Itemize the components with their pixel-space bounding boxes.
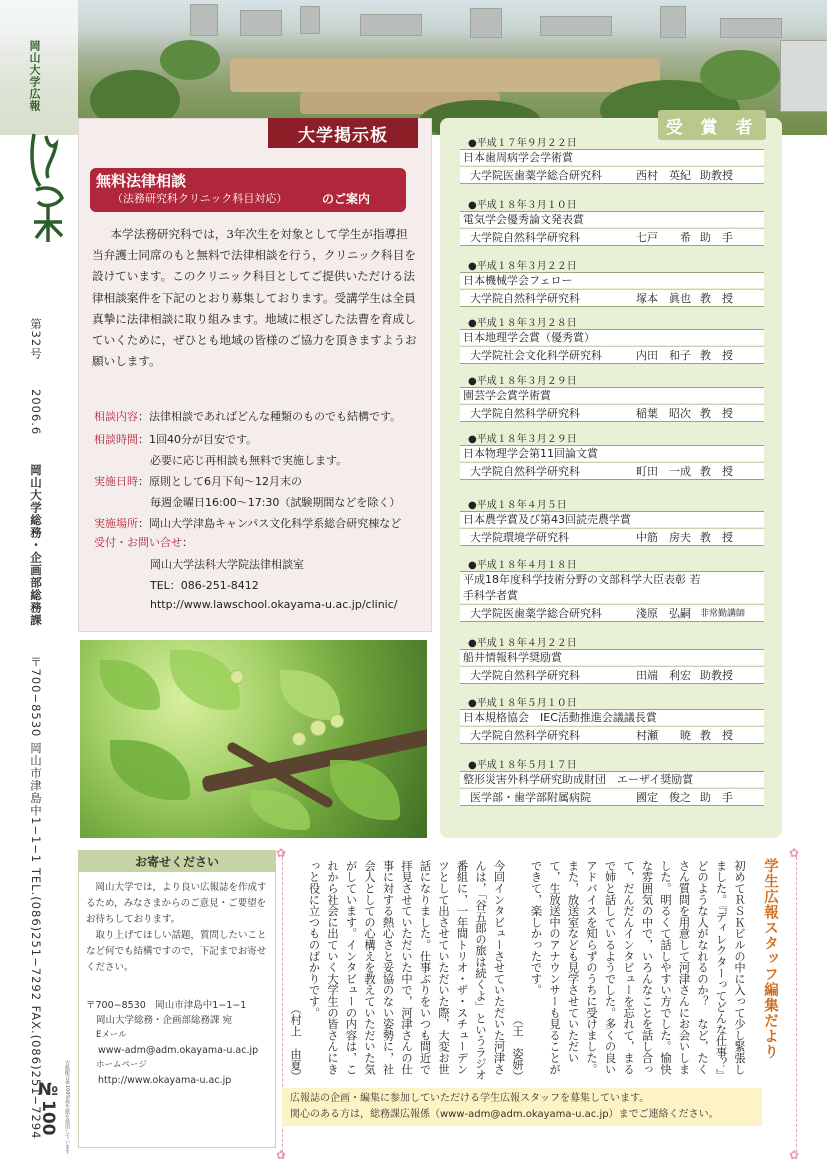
award-recipient-name: 中筋 房夫 [636, 531, 691, 544]
email-label: Eメール [96, 1030, 127, 1040]
award-recipient-name: 塚本 眞也 [636, 292, 691, 305]
homepage-link[interactable]: http://www.okayama-u.ac.jp [98, 1075, 232, 1086]
award-prize: 日本物理学会第11回論文賞 [460, 445, 764, 461]
detail-line: 毎週金曜日16:00〜17:30（試験期間などを除く） [150, 496, 401, 509]
award-date: ●平成１８年３月２２日 [468, 261, 577, 272]
staff-text-1: 初めてＲＳＫビルの中に入って少し緊張しました。『ディレクターってどんな仕事？』どのような人がなれるのか？ など，たくさん質問を用意して河津さんにお会いしました。明るくて話しやすい方でした。愉快な雰囲気の中で，いろんなことを話し合って，だんだんインタビューを忘れて，まるで姉と話しているようでした。多くの良いアドバイスを知らずのうちに受けました。また，放送室なども見学させていただいて，生放送中のアナウンサーも見ることができて，楽しかったです。 [529, 860, 746, 1081]
award-position: 助教授 [700, 169, 733, 182]
award-date: ●平成１８年３月２８日 [468, 318, 577, 329]
award-recipient-row [460, 726, 764, 744]
consult-intro: 本学法務研究科では，3年次生を対象として学生が指導担当弁護士同席のもと無料で法律相談を行う，クリニック科目を設けています。このクリニック科目としてご提供いただける法律相談案件を下記のとおり募集しております。受講学生は全員真摯に法律相談に取り組みます。地域に根ざした法曹を育成していくために，ぜひとも地域の皆様のご協力を頂きますようお願いします。 [92, 227, 417, 369]
issue-date: 2006.6 [29, 388, 43, 436]
recruit-line-2: 関心のある方は，総務課広報係（www-adm@adm.okayama-u.ac.jp）までご連絡ください。 [290, 1109, 719, 1120]
award-recipient-row [460, 666, 764, 684]
award-department: 大学院自然科学研究科 [470, 669, 580, 682]
award-prize: 平成18年度科学技術分野の文部科学大臣表彰 若手科学者賞 [460, 571, 764, 603]
issue-number: 第32号 [29, 318, 43, 360]
award-date: ●平成１８年４月２２日 [468, 638, 577, 649]
detail-line: 岡山大学法科大学院法律相談室 [150, 558, 304, 571]
award-date: ●平成１８年３月２９日 [468, 376, 577, 387]
award-recipient-row [460, 404, 764, 422]
award-recipient-name: 國定 俊之 [636, 791, 691, 804]
award-department: 大学院自然科学研究科 [470, 292, 580, 305]
publisher-address: 〒700−8530 岡山市津島中1−1−1 TEL.(086)251−7292 FAX.(086)251−7294 [29, 655, 43, 1140]
award-recipient-name: 村瀬 暁 [636, 729, 691, 742]
award-date: ●平成１８年３月１０日 [468, 200, 577, 211]
detail-line: 相談内容：法律相談であればどんな種類のものでも結構です。 [94, 410, 402, 423]
letters-contact [86, 998, 270, 1088]
magazine-logo [26, 126, 70, 246]
ginkgo-photo [80, 640, 427, 838]
issue-info [28, 318, 44, 1151]
recruit-notice [282, 1088, 762, 1126]
awards-title: 受 賞 者 [658, 110, 766, 140]
award-department: 大学院医歯薬学総合研究科 [470, 607, 602, 620]
award-prize: 整形災害外科学研究助成財団 エーザイ奨励賞 [460, 771, 764, 787]
recruit-line-1: 広報誌の企画・編集に参加していただける学生広報スタッフを募集しています。 [290, 1093, 650, 1104]
letters-address: 〒700−8530 岡山市津島中1−1−1 [86, 1000, 247, 1011]
detail-line: 必要に応じ再相談も無料で実施します。 [150, 454, 348, 467]
staff-signature-2: （村上 由夏） [289, 1002, 302, 1082]
award-recipient-row [460, 346, 764, 364]
flower-icon: ✿ [276, 846, 287, 860]
award-date: ●平成１８年４月５日 [468, 500, 567, 511]
award-recipient-name: 内田 和子 [636, 349, 691, 362]
award-prize: 日本機械学会フェロー [460, 272, 764, 288]
award-department: 大学院医歯薬学総合研究科 [470, 169, 602, 182]
flower-icon: ✿ [276, 1148, 287, 1162]
award-position: 教 授 [700, 407, 733, 420]
award-department: 大学院自然科学研究科 [470, 465, 580, 478]
award-date: ●平成１８年５月１０日 [468, 698, 577, 709]
award-recipient-row [460, 289, 764, 307]
award-recipient-row [460, 462, 764, 480]
consult-title: 無料法律相談 [96, 172, 187, 190]
flower-icon: ✿ [789, 846, 800, 860]
award-position: 助 手 [700, 791, 733, 804]
award-prize: 日本地理学会賞（優秀賞） [460, 329, 764, 345]
letters-body: 岡山大学では，より良い広報誌を作成するため，みなさまからのご意見・ご要望をお待ちしております。 取り上げてほしい話題，質問したいことなど何でも結構ですので，下記までお寄せください。 [86, 882, 267, 973]
staff-signature-1: （王 姿妍） [511, 1014, 524, 1082]
detail-line: 実施日時：原則として6月下旬〜12月末の [94, 475, 302, 488]
award-position: 非常勤講師 [700, 609, 746, 619]
award-recipient-name: 七戸 希 [636, 231, 691, 244]
award-department: 医学部・歯学部附属病院 [470, 791, 591, 804]
award-prize: 日本規格協会 IEC活動推進会議議長賞 [460, 709, 764, 725]
award-department: 大学院社会文化科学研究科 [470, 349, 602, 362]
award-recipient-row [460, 166, 764, 184]
email-address[interactable]: www-adm@adm.okayama-u.ac.jp [98, 1045, 259, 1056]
award-recipient-name: 稲葉 昭次 [636, 407, 691, 420]
detail-line: 実施場所：岡山大学津島キャンパス文化科学系総合研究棟など [94, 517, 402, 530]
award-position: 助 手 [700, 231, 733, 244]
detail-url[interactable]: http://www.lawschool.okayama-u.ac.jp/clinic/ [150, 598, 398, 611]
award-prize: 日本歯周病学会学術賞 [460, 149, 764, 165]
award-department: 大学院自然科学研究科 [470, 231, 580, 244]
recycle-note: 古紙配合率100%再生紙を使用しています [64, 1060, 70, 1155]
award-prize: 日本農学賞及び第43回読売農学賞 [460, 511, 764, 527]
award-recipient-row [460, 788, 764, 806]
award-date: ●平成１８年５月１７日 [468, 760, 577, 771]
award-position: 教 授 [700, 349, 733, 362]
consult-subtitle: （法務研究科クリニック科目対応） [112, 192, 288, 205]
award-recipient-name: 田端 利宏 [636, 669, 691, 682]
award-position: 教 授 [700, 465, 733, 478]
consult-title-suffix: のご案内 [322, 192, 371, 206]
staff-heading: 学生広報スタッフ編集だより [762, 858, 778, 1060]
award-position: 教 授 [700, 292, 733, 305]
detail-line: 相談時間：1回40分が目安です。 [94, 433, 258, 446]
flower-icon: ✿ [789, 1148, 800, 1162]
award-position: 助教授 [700, 669, 733, 682]
award-date: ●平成１８年３月２９日 [468, 434, 577, 445]
bulletin-banner: 大学掲示板 [268, 118, 418, 148]
award-recipient-name: 西村 英紀 [636, 169, 691, 182]
letters-heading: お寄せください [78, 850, 276, 872]
award-position: 教 授 [700, 531, 733, 544]
detail-phone: TEL：086-251-8412 [150, 579, 259, 592]
award-date: ●平成１７年９月２２日 [468, 138, 577, 149]
award-recipient-row [460, 228, 764, 246]
award-department: 大学院自然科学研究科 [470, 407, 580, 420]
award-recipient-row [460, 528, 764, 546]
award-recipient-name: 町田 一成 [636, 465, 691, 478]
volume-mark: №100 [38, 1080, 58, 1136]
magazine-name-small: 岡山大学広報 [28, 40, 41, 112]
award-position: 教 授 [700, 729, 733, 742]
staff-column-text [289, 860, 748, 1082]
award-prize: 船井情報科学奨励賞 [460, 649, 764, 665]
award-prize: 電気学会優秀論文発表賞 [460, 211, 764, 227]
detail-line: 受付・お問い合せ： [94, 536, 193, 549]
award-recipient-name: 淺原 弘嗣 [636, 607, 691, 620]
publisher: 岡山大学総務・企画部総務課 [29, 464, 43, 627]
award-department: 大学院環境学研究科 [470, 531, 569, 544]
award-date: ●平成１８年４月１８日 [468, 560, 577, 571]
letters-addressee: 岡山大学総務・企画部総務課 宛 [96, 1015, 233, 1026]
award-recipient-row [460, 604, 764, 622]
staff-text-2: 今回インタビューさせていただいた河津さんは，「谷五郎の旅は続くよ」というラジオ番組に，一年間トリオ・ザ・スチューデンツとして出させていただいた際，大変お世話になりました。仕事ぶりをいつも間近で拝見させていただいた中で，河津さんの仕事に対する熱心さと妥協のない姿勢に，社会人としての心構えを教えていただいた気がしています。インタビューの内容は，これから社会に出ていく大学生の皆さんにきっと役に立つものばかりです。 [307, 860, 506, 1081]
award-prize: 園芸学会賞学術賞 [460, 387, 764, 403]
award-department: 大学院自然科学研究科 [470, 729, 580, 742]
homepage-label: ホームページ [96, 1060, 147, 1070]
